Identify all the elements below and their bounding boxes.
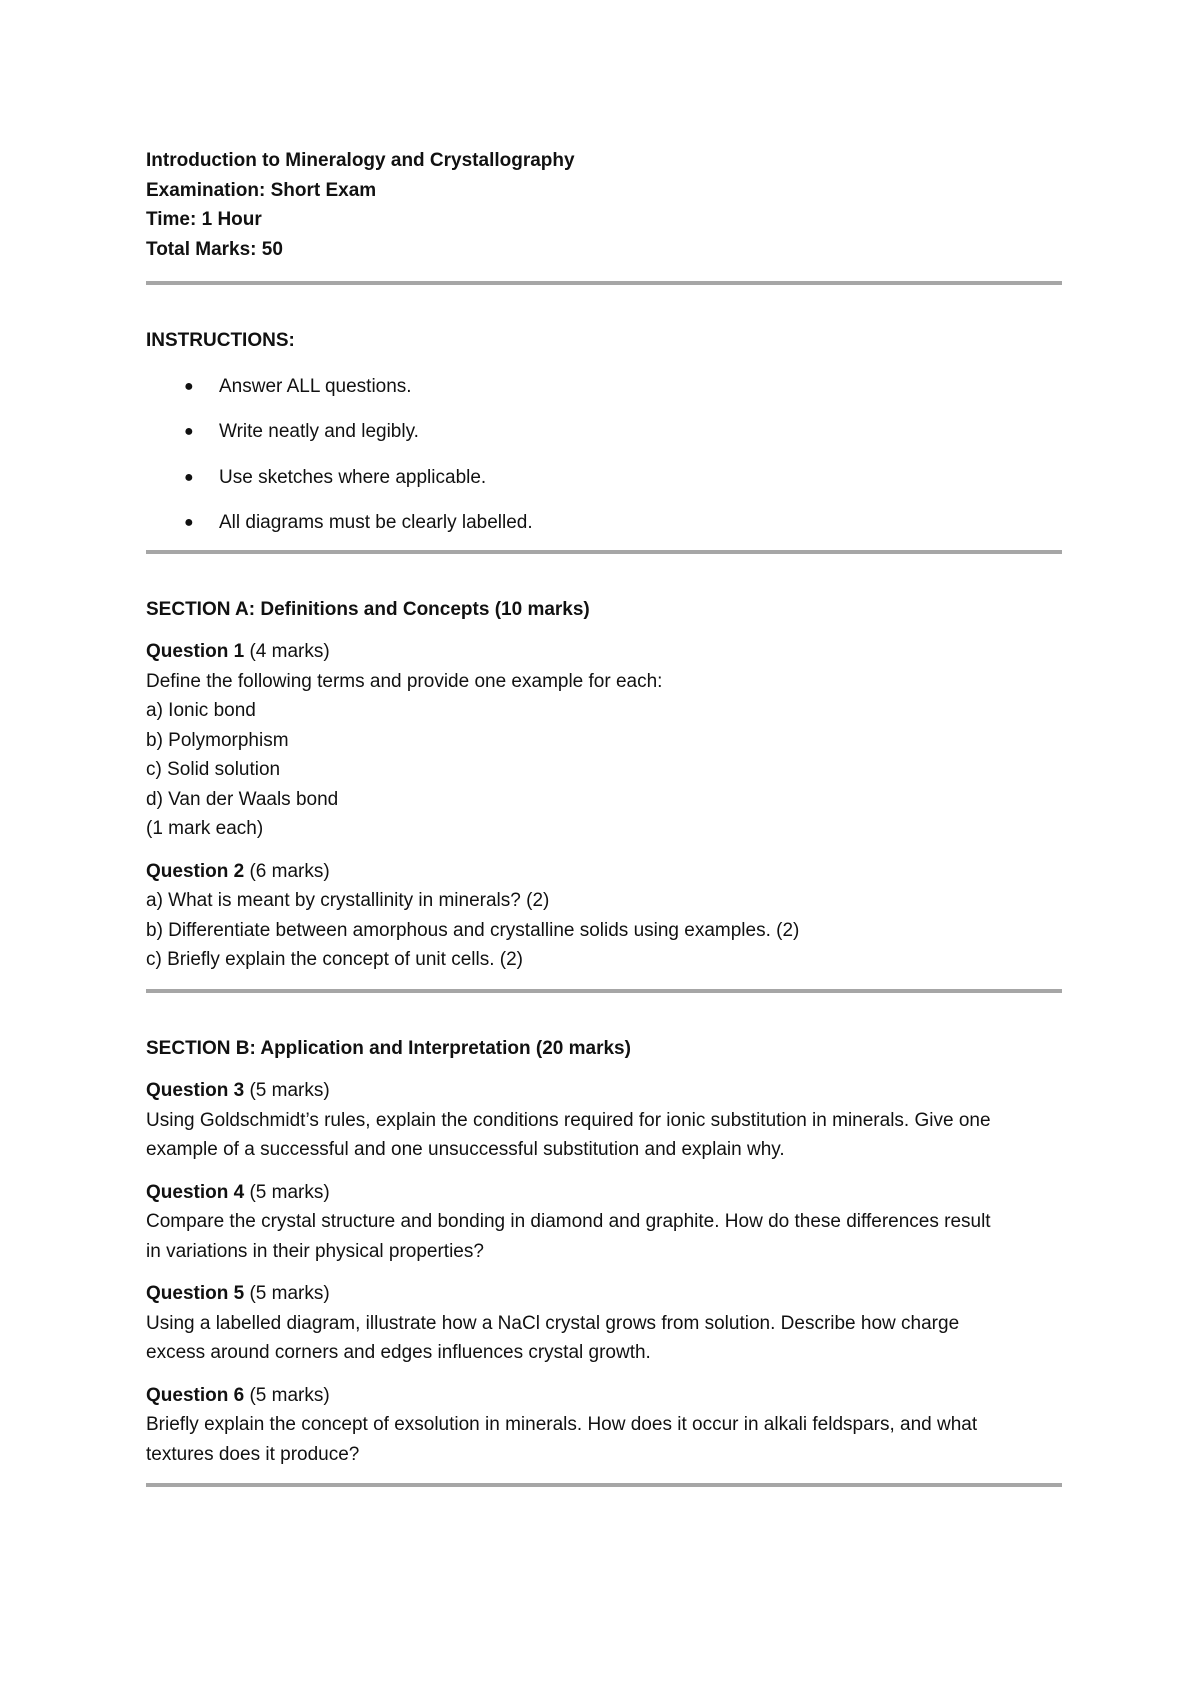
course-title: Introduction to Mineralogy and Crystallography (146, 150, 575, 171)
divider (146, 550, 1062, 554)
question-5-body: Using a labelled diagram, illustrate how a NaCl crystal grows from solution. Describe how charge excess around corners and edges influences crystal growth. (146, 1312, 960, 1363)
list-item: ● Answer ALL questions. (146, 372, 1062, 402)
question-4-heading: Question 4 (5 marks) (146, 1181, 330, 1203)
divider (146, 281, 1062, 285)
bullet-icon: ● (184, 377, 194, 395)
question-5-heading: Question 5 (5 marks) (146, 1283, 330, 1304)
question-2-body: a) What is meant by crystallinity in minerals? (2) b) Differentiate between amorphous and crystalline solids using examples. (2) c) Briefly explain the concept of unit cells. (2) (146, 890, 800, 970)
divider (146, 989, 1062, 993)
question-1-heading: Question 1 (4 marks) (146, 641, 330, 662)
bullet-icon: ● (184, 423, 194, 440)
question-1-body: Define the following terms and provide one example for each: a) Ionic bond b) Polymorphism c) Solid solution d) Van der Waals bond (1 mark each) (146, 670, 663, 839)
divider (146, 1483, 1062, 1487)
question-3-heading: Question 3 (5 marks) (146, 1080, 330, 1101)
examination-type: Examination: Short Exam (146, 179, 377, 201)
question-2-heading: Question 2 (6 marks) (146, 860, 330, 882)
question-3-body: Using Goldschmidt’s rules, explain the conditions required for ionic substitution in minerals. Give one example of a successful and one unsuccessful substitution and explain why. (146, 1109, 991, 1160)
list-item: ● Use sketches where applicable. (146, 463, 1062, 493)
section-a-title: SECTION A: Definitions and Concepts (10 marks) (146, 598, 590, 620)
section-b-title: SECTION B: Application and Interpretation (20 marks) (146, 1037, 631, 1059)
exam-page (146, 146, 1062, 1487)
list-item: ● All diagrams must be clearly labelled. (146, 508, 1062, 538)
instructions-title: INSTRUCTIONS: (146, 330, 295, 351)
question-4-body: Compare the crystal structure and bonding in diamond and graphite. How do these differences result in variations in their physical properties? (146, 1211, 991, 1262)
bullet-icon: ● (184, 468, 194, 486)
question-6-body: Briefly explain the concept of exsolution in minerals. How does it occur in alkali feldspars, and what textures does it produce? (146, 1414, 978, 1465)
instructions-list (146, 372, 1062, 539)
bullet-icon: ● (184, 514, 194, 531)
exam-header (146, 146, 1062, 264)
total-marks: Total Marks: 50 (146, 238, 283, 260)
question-6-heading: Question 6 (5 marks) (146, 1384, 330, 1406)
list-item: ● Write neatly and legibly. (146, 417, 1062, 447)
exam-time: Time: 1 Hour (146, 209, 262, 230)
